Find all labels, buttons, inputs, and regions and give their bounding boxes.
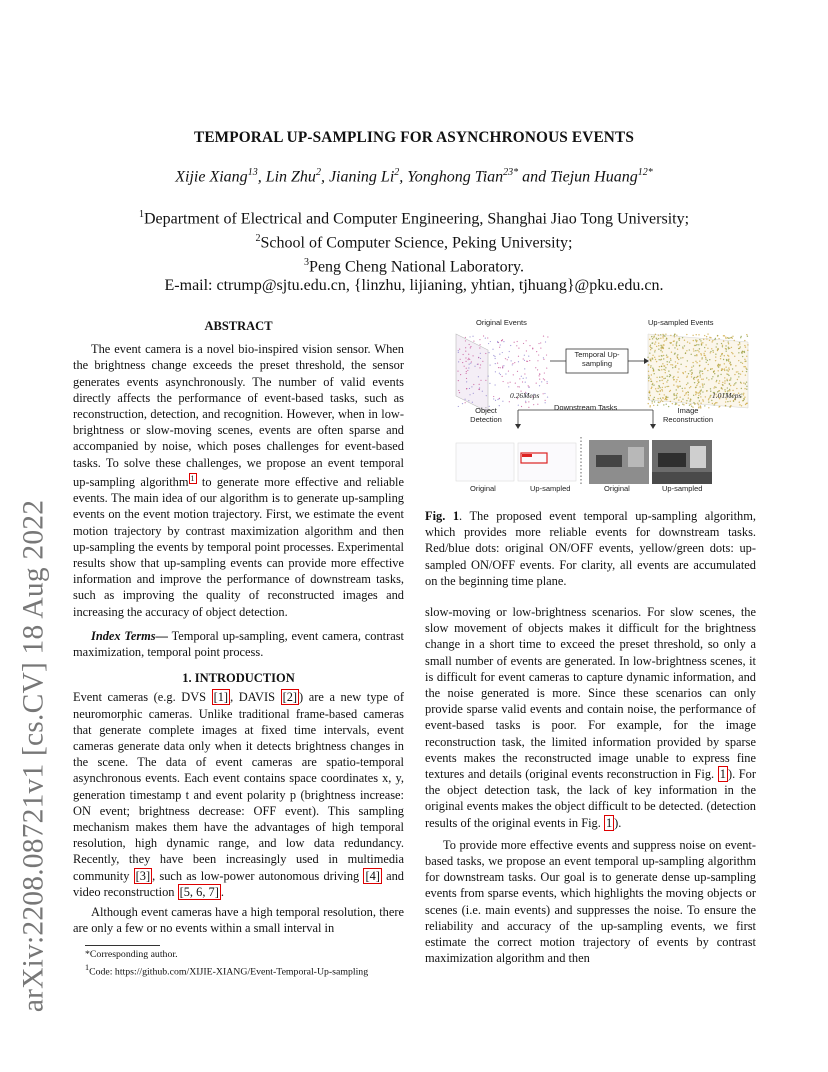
author-list: Xijie Xiang$^{13}$, Lin Zhu$^2$, Jianing Li$^2$, Yonghong Tian$^{23*}$ and Tiejun Huang$^{12*}$ — [175, 167, 653, 186]
figure-1 — [448, 312, 766, 500]
figure-caption: Fig. 1. The proposed event temporal up-sampling algorithm, which provides more reliable events for downstream tasks. Red/blue dots: original ON/OFF events, yellow/green dots: up-sampled ON/OFF events. For clarity, all events are accumulated on the beginning time plane. — [425, 509, 756, 588]
author: Tiejun Huang — [550, 168, 638, 186]
label-rate-upsampled: 1.01Meps — [712, 391, 742, 400]
figure-ref-link[interactable]: 1 — [719, 767, 726, 782]
affil-sup: 2 — [255, 232, 261, 244]
figure-ref-link[interactable]: 1 — [605, 815, 613, 830]
arxiv-identifier: arXiv:2208.08721v1 [cs.CV] 18 Aug 2022 — [17, 499, 50, 1013]
right-paragraph-1: slow-moving or low-brightness scenarios. For slow scenes, the slow movement of objects makes it difficult for the brightness change in a short time to exceed the preset threshold, so only a small number of events are generated. In low-brightness scenes, it is difficult for event cameras to capture dynamic information, and the noise generated is more. Since these scenarios can only provide sparse valid events and contain noise, the performance of event-based tasks is poor. For example, for the image reconstruction task, the limited information provided by sparse events makes the reconstructed image unable to express fine textures and details (original events reconstruction in Fig. 1 ). For the object detection task, the lack of key information in the original events makes the object difficult to be detected. (detection results of the original events in Fig. 1 ). — [425, 605, 756, 830]
citation-link[interactable]: [5, 6, 7] — [179, 884, 219, 899]
left-column — [73, 318, 404, 936]
citation-link[interactable]: [3] — [135, 868, 151, 883]
right-paragraph-2: To provide more effective events and suppress noise on event-based tasks, we propose an event temporal up-sampling algorithm for downstream tasks. Our goal is to generate dense up-sampling events from sparse events, which highlights the moving objects or scenes (i.e. main events) and suppresses the noise. To ensure the reliability and accuracy of the up-sampling events, we first estimate the correct motion trajectory of events by contrast maximization algorithm and then — [425, 837, 756, 966]
citation-link[interactable]: [2] — [282, 690, 298, 705]
affil-sup: 3 — [304, 256, 310, 268]
thumb-detection-original — [456, 443, 514, 481]
author-sup: 2 — [394, 167, 400, 178]
original-events-plot — [456, 334, 548, 412]
affiliation: Peng Cheng National Laboratory. — [309, 257, 524, 275]
label-object-detection: Object Detection — [470, 406, 502, 424]
label-bottom-upsampled-1: Up-sampled — [530, 484, 571, 493]
author: Yonghong Tian — [407, 168, 504, 186]
label-image-reconstruction: Image Reconstruction — [662, 406, 714, 424]
affiliation: School of Computer Science, Peking University; — [260, 234, 573, 252]
citation-link[interactable]: [1] — [213, 690, 229, 705]
label-temporal-upsampling: Temporal Up-sampling — [574, 350, 620, 368]
email-line: E-mail: ctrump@sjtu.edu.cn, {linzhu, lijianing, yhtian, tjhuang}@pku.edu.cn. — [164, 277, 664, 295]
index-terms-label: Index Terms— — [91, 628, 168, 643]
author-sup: 2 — [315, 167, 321, 178]
label-rate-original: 0.26Meps — [510, 391, 540, 400]
right-column — [425, 604, 756, 966]
author: Jianing Li — [328, 168, 395, 186]
author-sup: 12* — [637, 167, 653, 178]
label-bottom-original-1: Original — [470, 484, 496, 493]
affiliations — [0, 205, 828, 296]
caption-label: Fig. 1 — [425, 509, 460, 523]
footnote-rule — [85, 945, 160, 946]
footnote-ref[interactable]: 1 — [190, 473, 195, 483]
footnote-corresponding: *Corresponding author. — [85, 949, 178, 960]
label-original-events: Original Events — [476, 318, 527, 327]
label-bottom-upsampled-2: Up-sampled — [662, 484, 703, 493]
intro-paragraph-2: Although event cameras have a high temporal resolution, there are only a few or no events within a small interval in — [73, 905, 404, 936]
affiliation: Department of Electrical and Computer Engineering, Shanghai Jiao Tong University; — [143, 210, 690, 228]
citation-link[interactable]: [4] — [365, 868, 380, 883]
abstract-heading: ABSTRACT — [204, 319, 273, 333]
author: Lin Zhu — [265, 168, 316, 186]
index-terms: Index Terms— Temporal up-sampling, event camera, contrast maximization, temporal point process. — [73, 628, 404, 659]
author-sup: 23* — [503, 167, 519, 178]
footnote-code: $^1$Code: https://github.com/XIJIE-XIANG/Event-Temporal-Up-sampling — [85, 962, 369, 977]
author: Xijie Xiang — [175, 168, 248, 186]
intro-paragraph-1: Event cameras (e.g. DVS [1] , DAVIS [2] ) are a new type of neuromorphic cameras. Unlike traditional frame-based cameras that generate complete images at fixed time intervals, event cameras generate data only when it detects brightness changes in the scene. The data of event cameras are spatio-temporal asynchronous events. Each event contains space coordinates x, y, generation timestamp t and event polarity p (brightness increase: ON event; brightness decrease: OFF event). This sampling mechanism makes them have the advantages of high temporal resolution, high dynamic range, and low data redundancy. Recently, they have been increasingly used in multimedia community [3] , such as low-power autonomous driving [4] and video reconstruction [5, 6, 7] . — [73, 690, 404, 899]
abstract-text: The event camera is a novel bio-inspired vision sensor. When the brightness change exceeds the preset threshold, the sensor generates events asynchronously. The number of valid events directly affects the performance of event-based tasks, such as reconstruction, detection, and recognition. However, when in low-brightness or slow-moving scenes, events are often sparse and accompanied by noise, which poses challenges for event-based tasks. To solve these challenges, we propose an event temporal up-sampling algorithm $^1$ to generate more effective and reliable events. The main idea of our algorithm is to generate up-sampling events on the event motion trajectory. First, we estimate the event motion trajectory by contrast maximization algorithm and then up-sampling the events by temporal point processes. Experimental results show that up-sampling events can provide more effective information and improve the performance of downstream tasks, such as improving the quality of reconstructed images and increasing the accuracy of object detection. — [73, 342, 404, 619]
author-sup: 13 — [247, 167, 258, 178]
arxiv-stamp — [10, 280, 58, 1013]
paper-title: TEMPORAL UP-SAMPLING FOR ASYNCHRONOUS EVENTS — [193, 129, 635, 146]
label-bottom-original-2: Original — [604, 484, 630, 493]
footnotes — [85, 949, 415, 978]
label-upsampled-events: Up-sampled Events — [648, 318, 714, 327]
affil-sup: 1 — [138, 209, 144, 220]
intro-heading: 1. INTRODUCTION — [182, 671, 295, 686]
label-downstream-tasks: Downstream Tasks — [554, 403, 618, 412]
